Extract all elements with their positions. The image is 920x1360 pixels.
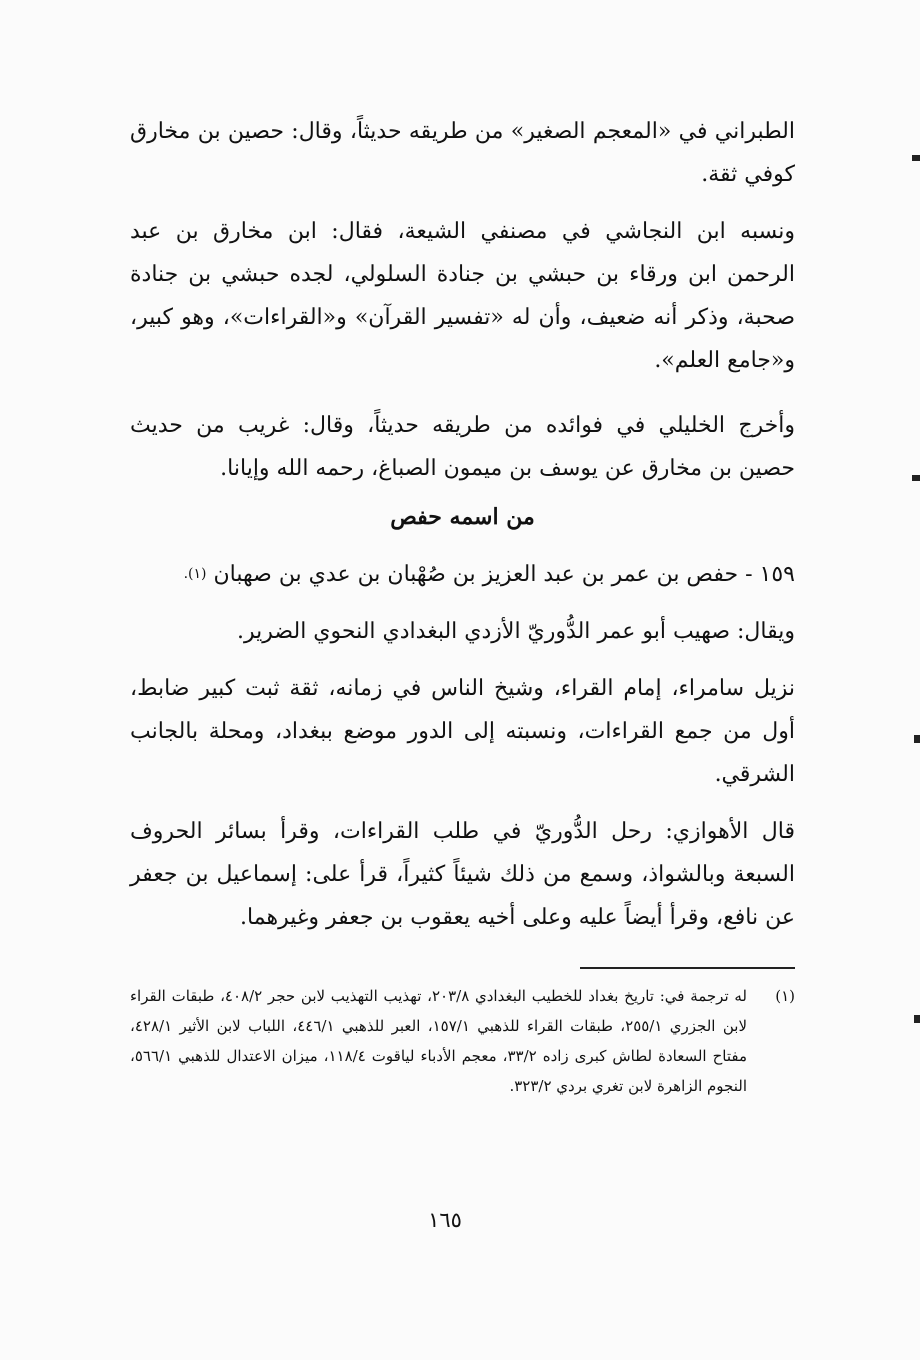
- scan-mark: [914, 1015, 920, 1023]
- footnote: [130, 981, 795, 1101]
- scan-mark: [912, 475, 920, 481]
- footnote-rule: [580, 967, 795, 969]
- scan-mark: [912, 155, 920, 161]
- entry-159: [130, 553, 795, 596]
- scan-mark: [914, 735, 920, 743]
- page-body: [130, 110, 795, 1101]
- paragraph-2: ونسبه ابن النجاشي في مصنفي الشيعة، فقال: ابن مخارق بن عبد الرحمن ابن ورقاء بن حبشي بن جنادة السلولي، لجده حبشي بن جنادة صحبة، وذكر أنه ضعيف، وأن له «تفسير القرآن» و«القراءات»، وهو كبير، و«جامع العلم».: [130, 219, 795, 373]
- paragraph-5: نزيل سامراء، إمام القراء، وشيخ الناس في زمانه، ثقة ثبت كبير ضابط، أول من جمع القراءات، ونسبته إلى الدور موضع ببغداد، ومحلة بالجانب الشرقي.: [130, 676, 795, 787]
- footnote-number: (١): [775, 987, 795, 1005]
- paragraph-6: قال الأهوازي: رحل الدُّوريّ في طلب القراءات، وقرأ بسائر الحروف السبعة وبالشواذ، وسمع من ذلك شيئاً كثيراً، قرأ على: إسماعيل بن جعفر عن نافع، وقرأ أيضاً عليه وعلى أخيه يعقوب بن جعفر وغيرهما.: [130, 819, 795, 930]
- paragraph-3: وأخرج الخليلي في فوائده من طريقه حديثاً، وقال: غريب من حديث حصين بن مخارق عن يوسف بن ميمون الصباغ، رحمه الله وإيانا.: [130, 413, 795, 481]
- paragraph-1: الطبراني في «المعجم الصغير» من طريقه حديثاً، وقال: حصين بن مخارق كوفي ثقة.: [130, 119, 795, 187]
- page-number: ١٦٥: [428, 1208, 462, 1232]
- entry-text: ١٥٩ - حفص بن عمر بن عبد العزيز بن صُهْبان بن عدي بن صهبان: [213, 562, 795, 587]
- footnote-text: له ترجمة في: تاريخ بغداد للخطيب البغدادي ٢٠٣/٨، تهذيب التهذيب لابن حجر ٤٠٨/٢، طبقات القراء لابن الجزري ٢٥٥/١، طبقات القراء للذهبي ١٥٧/١، العبر للذهبي ٤٤٦/١، اللباب لابن الأثير ٤٢٨/١، مفتاح السعادة لطاش كبرى زاده ٣٣/٢، معجم الأدباء لياقوت ١١٨/٤، ميزان الاعتدال للذهبي ٥٦٦/١، النجوم الزاهرة لابن تغري بردي ٣٢٣/٢.: [130, 987, 747, 1095]
- footnote-ref: (١).: [183, 566, 207, 582]
- section-heading: من اسمه حفص: [390, 504, 535, 530]
- paragraph-4: ويقال: صهيب أبو عمر الدُّوريّ الأزدي البغدادي النحوي الضرير.: [237, 619, 795, 644]
